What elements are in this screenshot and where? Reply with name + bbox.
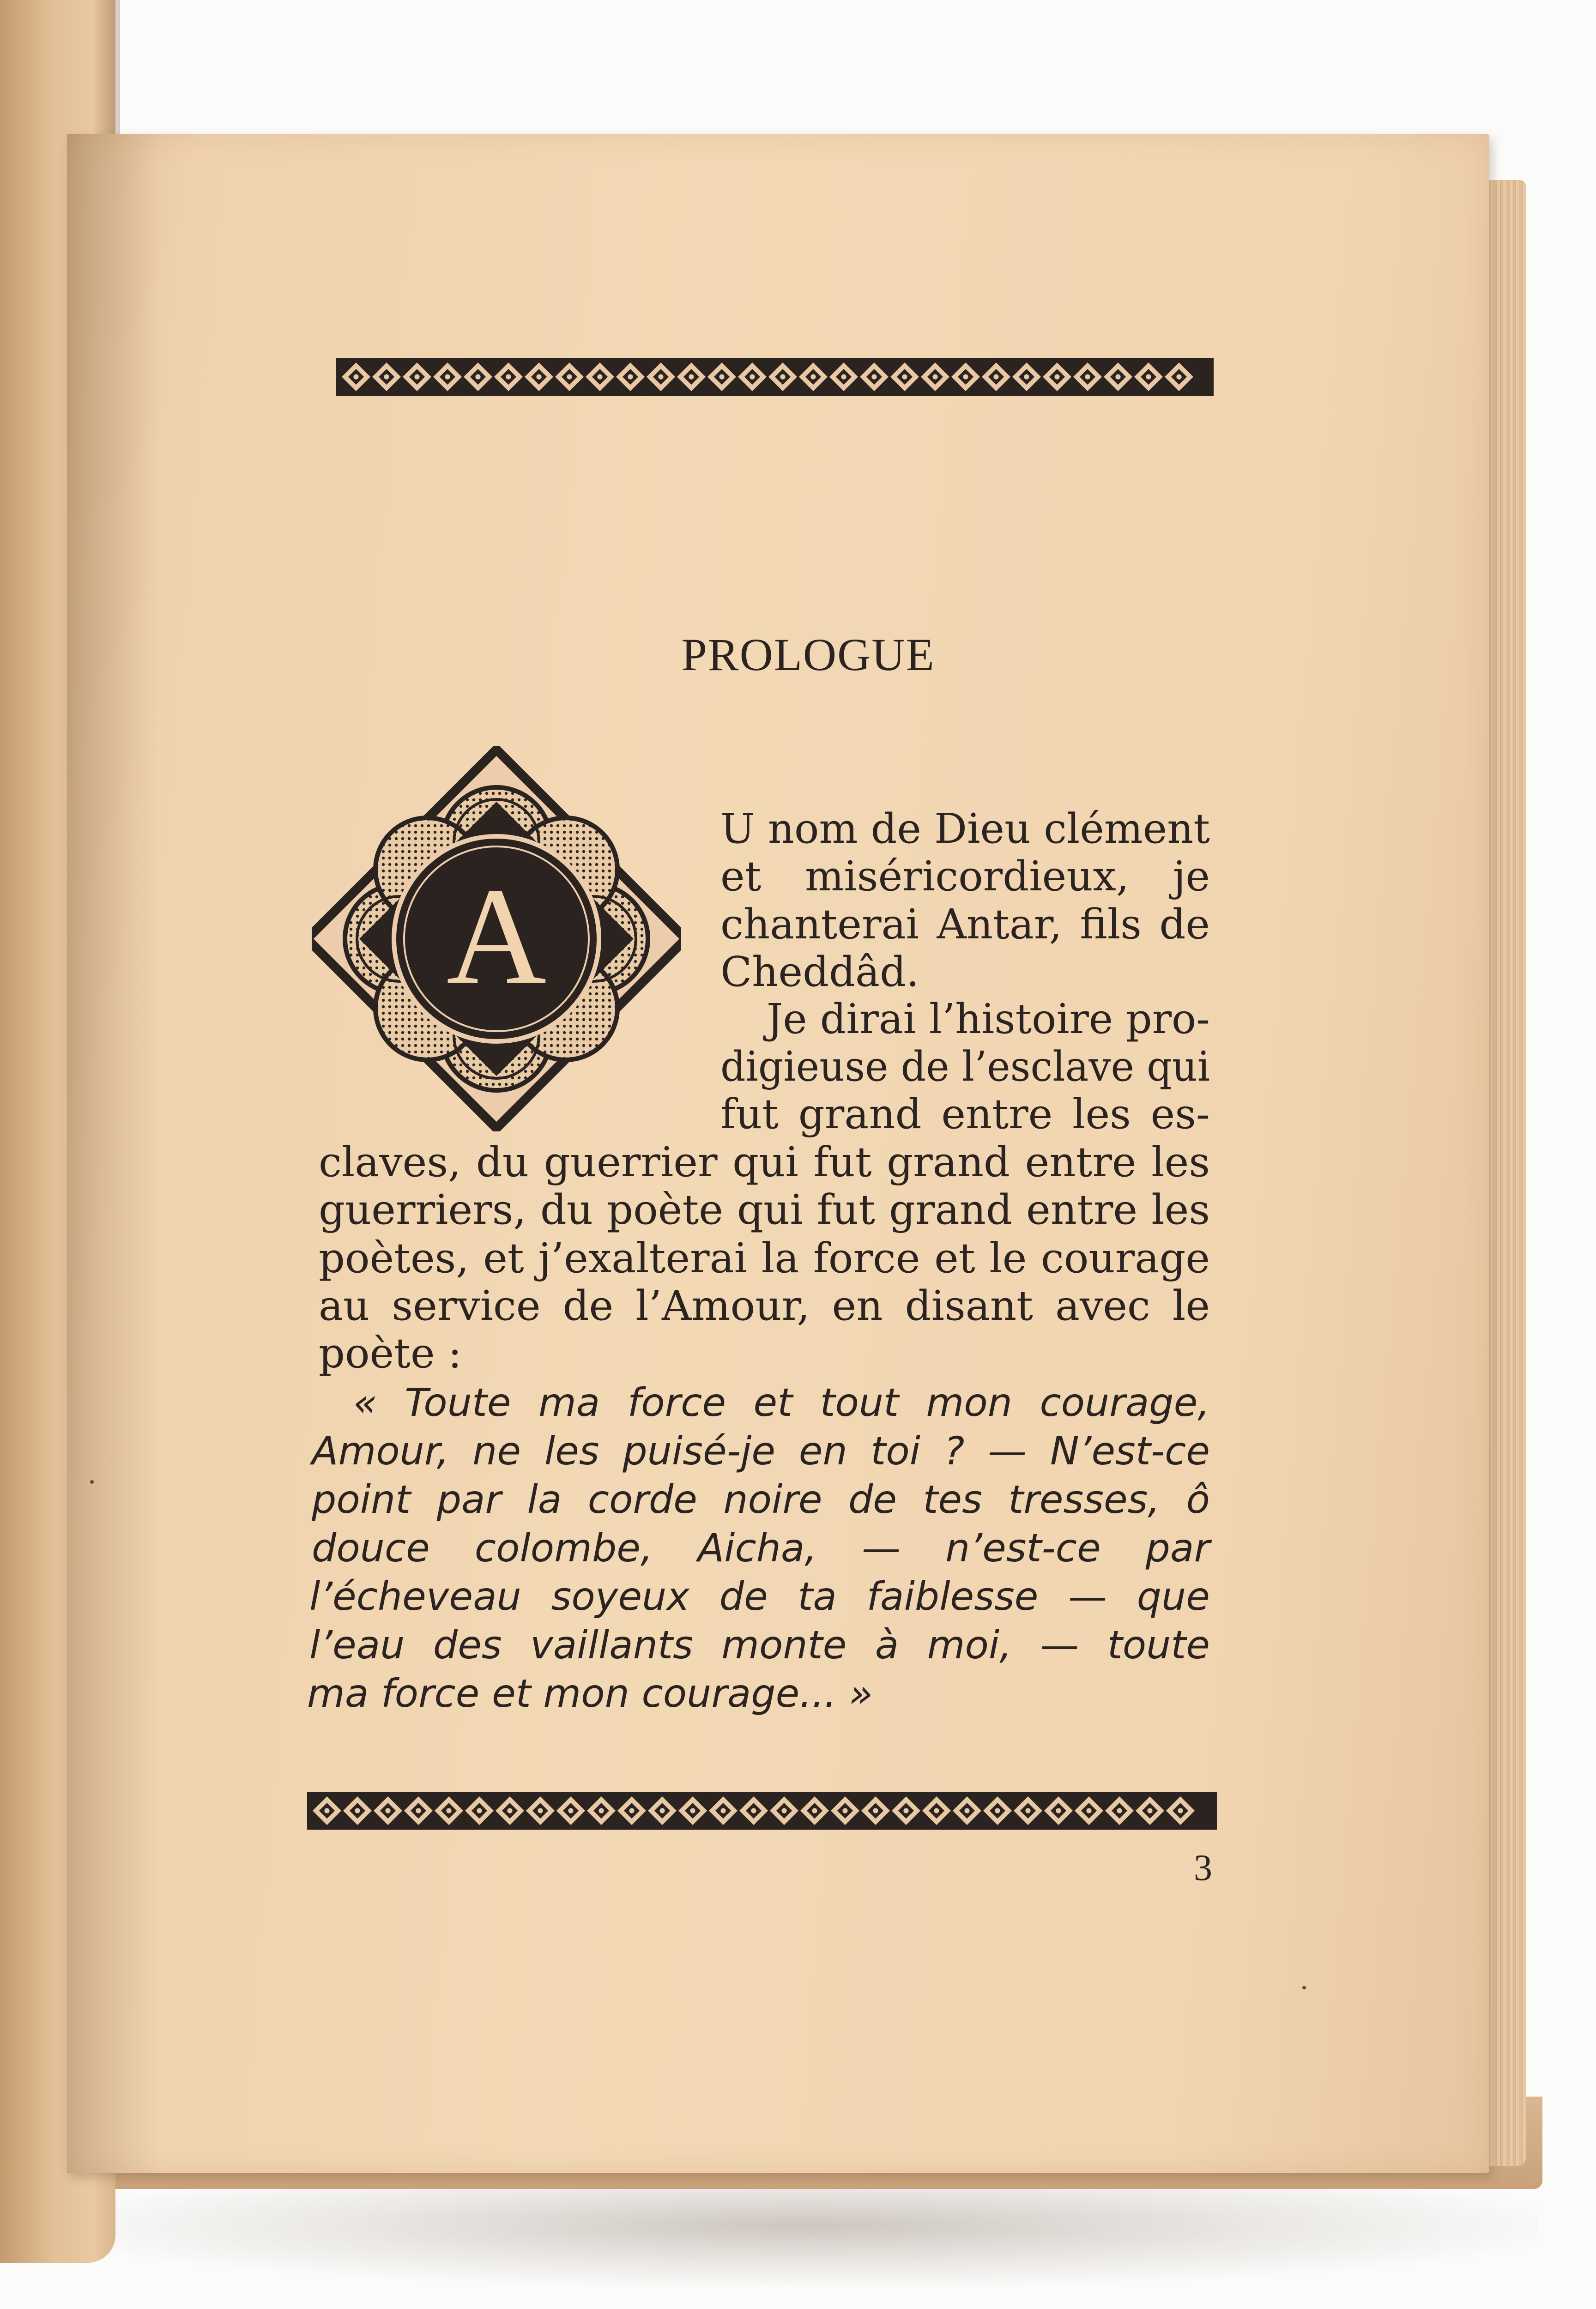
text-line: « Toute ma force et tout mon courage, <box>353 1380 1210 1425</box>
text-line: ma force et mon courage... » <box>307 1671 873 1716</box>
page-gutter-shadow <box>67 134 159 2173</box>
drop-cap-letter: A <box>446 859 547 1013</box>
ornament-band-bottom <box>307 1792 1217 1830</box>
ornamental-initial <box>312 746 681 1131</box>
text-line: Amour, ne les puisé-je en toi ? — N’est-ce <box>312 1428 1210 1474</box>
text-line: poètes, et j’exalterai la force et le courage <box>319 1234 1210 1282</box>
text-line: U nom de Dieu clément <box>720 804 1210 852</box>
text-line: digieuse de l’esclave qui <box>720 1042 1210 1090</box>
text-line: point par la corde noire de tes tresses, ô <box>312 1477 1210 1522</box>
text-line: l’écheveau soyeux de ta faiblesse — que <box>309 1574 1210 1619</box>
text-line: Cheddâd. <box>720 948 919 996</box>
text-line: poète : <box>319 1329 462 1377</box>
text-line: Je dirai l’histoire pro- <box>767 995 1210 1043</box>
text-line: claves, du guerrier qui fut grand entre les <box>319 1138 1210 1186</box>
text-line: et miséricordieux, je <box>720 852 1210 900</box>
text-line: l’eau des vaillants monte à moi, — toute <box>309 1622 1210 1668</box>
text-line: fut grand entre les es- <box>720 1090 1210 1138</box>
ornament-band-top <box>336 358 1214 396</box>
paper-speck <box>1302 1986 1306 1989</box>
text-line: guerriers, du poète qui fut grand entre les <box>319 1185 1210 1233</box>
text-line: au service de l’Amour, en disant avec le <box>319 1281 1210 1330</box>
page-number: 3 <box>1194 1848 1212 1888</box>
page-title: PROLOGUE <box>681 629 935 680</box>
text-line: chanterai Antar, fils de <box>720 900 1210 948</box>
text-line: douce colombe, Aicha, — n’est-ce par <box>312 1525 1210 1571</box>
paper-speck <box>90 1480 94 1484</box>
